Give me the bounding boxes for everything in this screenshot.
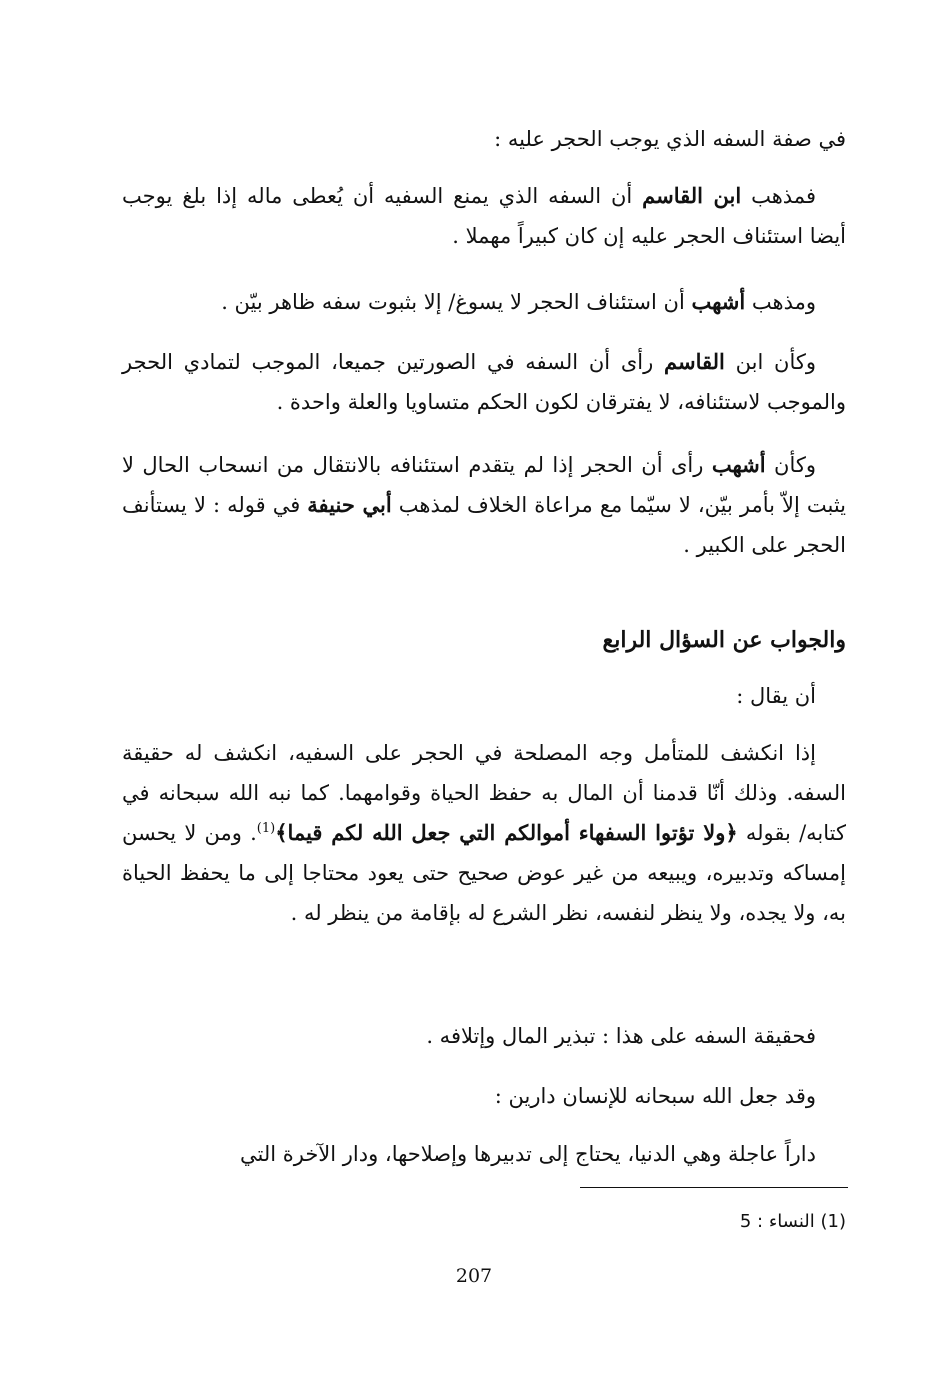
paragraph-main-answer: [122, 733, 846, 933]
scholar-name: أبي حنيفة: [307, 492, 392, 517]
paragraph-ibn-qasim-view: [122, 176, 846, 256]
paragraph-text: إذا انكشف للمتأمل وجه المصلحة في الحجر على السفيه، انكشف له حقيقة السفه. وذلك أنّا قدمنا أن المال به حفظ الحياة وقوامهما. كما نبه الله سبحانه في كتابه/ بقوله: [122, 741, 846, 845]
paragraph-intro: في صفة السفه الذي يوجب الحجر عليه :: [494, 127, 846, 151]
paragraph-text: وكأن ابن: [724, 350, 816, 374]
paragraph-text: رأى أن الحجر إذا لم يتقدم استئنافه بالانتقال من انسحاب الحال لا يثبت إلاّ بأمر بيّن، لا سيّما مع مراعاة الخلاف لمذهب: [122, 453, 846, 517]
paragraph-text: رأى أن السفه في الصورتين جميعا، الموجب لتمادي الحجر والموجب لاستئنافه، لا يفترقان لكون الحكم متساويا والعلة واحدة .: [122, 350, 846, 414]
paragraph-answer-intro: أن يقال :: [736, 684, 816, 708]
scholar-name: ابن القاسم: [642, 183, 742, 208]
paragraph-text: في قوله : لا يستأنف الحجر على الكبير .: [122, 493, 846, 557]
footnote-separator: [580, 1187, 848, 1188]
paragraph-text: فمذهب: [741, 184, 816, 208]
paragraph-ashhab-view: [122, 282, 846, 322]
paragraph-text: . ومن لا يحسن إمساكه وتدبيره، ويبيعه من غير عوض صحيح حتى يعود محتاجا إلى ما يحفظ الحياة به، ولا يجده، ولا ينظر لنفسه، نظر الشرع له بإقامة من ينظر له .: [122, 821, 846, 925]
paragraph-two-abodes: وقد جعل الله سبحانه للإنسان دارين :: [494, 1084, 816, 1108]
paragraph-text: أن استئناف الحجر لا يسوغ/ إلا بثبوت سفه ظاهر بيّن .: [221, 290, 692, 314]
quran-quote: ﴿ولا تؤتوا السفهاء أموالكم التي جعل الله لكم قيما﴾: [275, 820, 738, 845]
paragraph-text: ومذهب: [745, 290, 816, 314]
scholar-name: أشهب: [691, 289, 746, 314]
footnote-marker[interactable]: (1): [256, 821, 276, 836]
paragraph-definition: فحقيقة السفه على هذا : تبذير المال وإتلافه .: [426, 1024, 816, 1048]
paragraph-text: وكأن: [765, 453, 816, 477]
footnote: (1) النساء : 5: [739, 1211, 846, 1232]
paragraph-text: أن السفه الذي يمنع السفيه أن يُعطى ماله إذا بلغ يوجب أيضا استئناف الحجر عليه إن كان كبيراً مهملا .: [122, 184, 846, 248]
paragraph-ibn-qasim-reasoning: [122, 342, 846, 422]
paragraph-ashhab-reasoning: [122, 445, 846, 565]
scholar-name: القاسم: [664, 349, 725, 374]
scholar-name: أشهب: [711, 452, 766, 477]
page-number: 207: [455, 1265, 493, 1287]
section-heading: والجواب عن السؤال الرابع: [602, 627, 846, 653]
paragraph-continuation: داراً عاجلة وهي الدنيا، يحتاج إلى تدبيرها وإصلاحها، ودار الآخرة التي: [239, 1142, 816, 1166]
